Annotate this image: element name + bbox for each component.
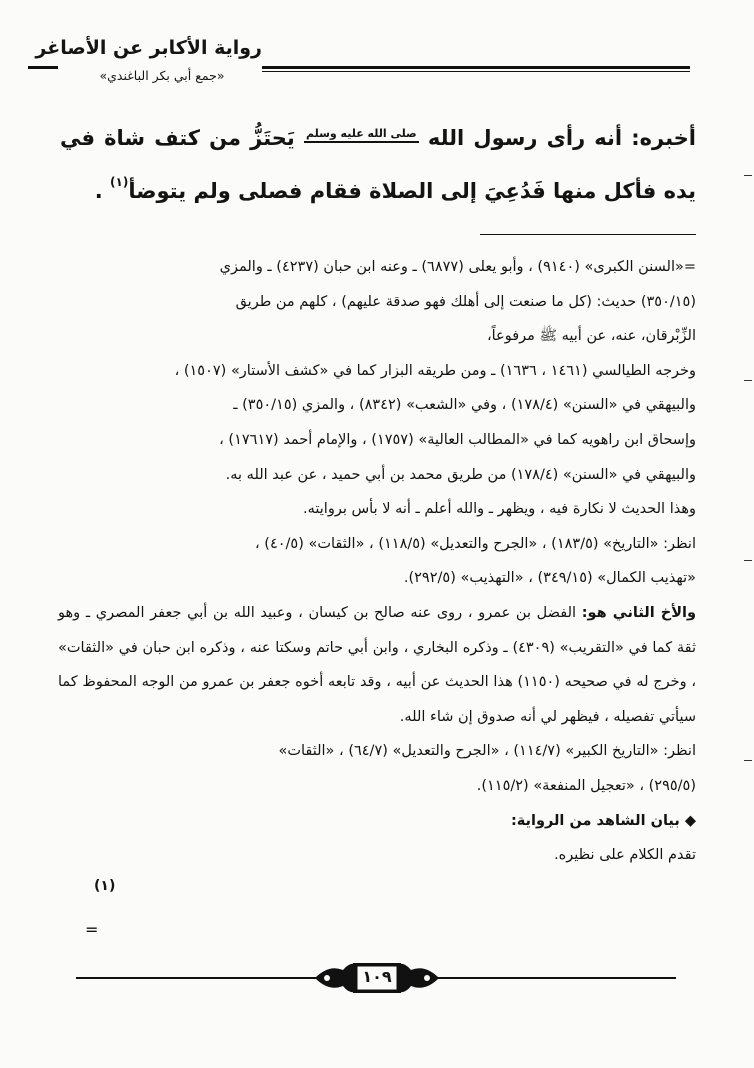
header-dash xyxy=(28,66,58,69)
continuation-mark: = xyxy=(85,920,99,939)
shahid-heading: ◆ بيان الشاهد من الرواية: xyxy=(510,812,696,829)
margin-dash xyxy=(744,175,752,176)
brother-label: والأخ الثاني هو: xyxy=(581,604,697,621)
footnote-separator xyxy=(480,234,696,235)
reference-line: انظر: «التاريخ الكبير» (١١٤/٧) ، «الجرح والتعديل» (٦٤/٧) ، «الثقات» xyxy=(278,743,696,760)
footnotes xyxy=(58,250,696,873)
margin-dash xyxy=(744,560,752,561)
margin-dash xyxy=(744,380,752,381)
main-text xyxy=(60,112,696,218)
footnote-line: وهذا الحديث لا نكارة فيه ، ويظهر ـ والله أعلم ـ أنه لا بأس بروايته. xyxy=(303,501,696,518)
footer-rule-right xyxy=(438,977,676,979)
footnote-line: انظر: «التاريخ» (١٨٣/٥) ، «الجرح والتعديل» (١١٨/٥) ، «الثقات» (٤٠/٥) ، xyxy=(255,535,696,552)
header-rule xyxy=(262,66,690,69)
book-title: رواية الأكابر عن الأصاغر xyxy=(35,37,262,59)
footnote-line: (٣٥٠/١٥) حديث: (كل ما صنعت إلى أهلك فهو صدقة عليهم) ، كلهم من طريق xyxy=(235,293,696,310)
footnote-line: الزِّبْرقان، عنه، عن أبيه ﷺ مرفوعاً، xyxy=(486,328,696,345)
footnote-line: «تهذيب الكمال» (٣٤٩/١٥) ، «التهذيب» (٢٩٢/٥). xyxy=(403,570,696,587)
shahid-text: تقدم الكلام على نظيره. xyxy=(554,847,696,864)
book-subtitle: «جمع أبي بكر الباغندي» xyxy=(99,68,225,83)
footnote-line: والبيهقي في «السنن» (١٧٨/٤) ، وفي «الشعب» (٨٣٤٢) ، والمزي (٣٥٠/١٥) ـ xyxy=(233,397,696,414)
footnote-marker: (١) xyxy=(94,878,116,894)
reference-line: (٢٩٥/٥) ، «تعجيل المنفعة» (١١٥/٢). xyxy=(476,777,696,794)
hadith-paragraph: أخبره: أنه رأى رسول الله صلى الله عليه وسلم يَحتَزُّ من كتف شاة في يده فأكل منها فَدُعِيَ إلى الصلاة فقام فصلى ولم يتوضأ$^{(١)}$ . xyxy=(60,126,697,203)
brother-paragraph: والأخ الثاني هو: الفضل بن عمرو ، روى عنه صالح بن كيسان ، وعبيد الله بن أبي جعفر المصري ـ وهو ثقة كما في «التقريب» (٤٣٠٩) ـ وذكره البخاري ، وابن أبي حاتم وسكتا عنه ، وذكره ابن حبان في «الثقات» ، وخرج له في صحيحه (١١٥٠) هذا الحديث عن أبيه ، وقد تابعه أخوه جعفر بن عمرو من الوجه المحفوظ كما سيأتي تفصيله ، فيظهر لي أنه صدوق إن شاء الله. xyxy=(58,604,697,725)
page-number: ١٠٩ xyxy=(362,967,392,986)
salawat-symbol: صلى الله عليه وسلم xyxy=(304,127,419,143)
footnote-line: والبيهقي في «السنن» (١٧٨/٤) من طريق محمد بن أبي حميد ، عن عبد الله به. xyxy=(225,466,696,483)
footnote-line: =«السنن الكبرى» (٩١٤٠) ، وأبو يعلى (٦٨٧٧) ـ وعنه ابن حبان (٤٢٣٧) ـ والمزي xyxy=(219,259,696,275)
footnote-line: وإسحاق ابن راهويه كما في «المطالب العالية» (١٧٥٧) ، والإمام أحمد (١٧٦١٧) ، xyxy=(219,431,696,448)
footnote-reference: (١) xyxy=(110,175,129,189)
margin-dash xyxy=(744,760,752,761)
footnote-line: وخرجه الطيالسي (١٤٦١ ، ١٦٣٦) ـ ومن طريقه البزار كما في «كشف الأستار» (١٥٠٧) ، xyxy=(174,362,696,379)
header-rule-thin xyxy=(262,71,690,72)
footer-rule-left xyxy=(76,977,316,979)
